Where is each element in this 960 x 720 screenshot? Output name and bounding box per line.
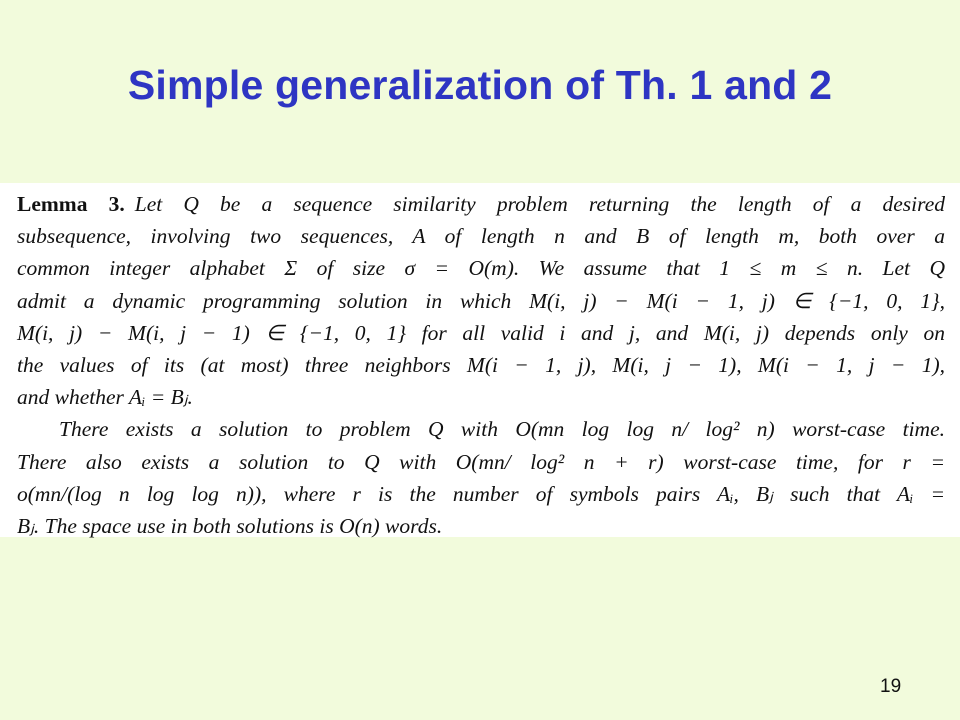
- lemma-line: the values of its (at most) three neighbors M(i − 1, j), M(i, j − 1), M(i − 1, j − 1),: [17, 353, 945, 378]
- lemma-line: [17, 188, 945, 220]
- lemma-label: Lemma 3.: [17, 192, 125, 216]
- lemma-line: admit a dynamic programming solution in which M(i, j) − M(i − 1, j) ∈ {−1, 0, 1},: [17, 288, 945, 313]
- lemma-line: There also exists a solution to Q with O(mn/ log² n + r) worst-case time, for r =: [17, 449, 945, 474]
- lemma-line: Bⱼ. The space use in both solutions is O(n) words.: [17, 514, 443, 539]
- lemma-line: subsequence, involving two sequences, A of length n and B of length m, both over a: [17, 224, 945, 249]
- lemma-line: o(mn/(log n log log n)), where r is the number of symbols pairs Aᵢ, Bⱼ such that Aᵢ =: [17, 481, 945, 506]
- lemma-line: and whether Aᵢ = Bⱼ.: [17, 385, 193, 410]
- lemma-line: common integer alphabet Σ of size σ = O(m). We assume that 1 ≤ m ≤ n. Let Q: [17, 256, 945, 281]
- lemma-text: [17, 188, 945, 542]
- page-number: 19: [880, 676, 902, 697]
- lemma-line: M(i, j) − M(i, j − 1) ∈ {−1, 0, 1} for all valid i and j, and M(i, j) depends only on: [17, 320, 945, 345]
- lemma-excerpt: [0, 183, 960, 537]
- lemma-line: There exists a solution to problem Q with O(mn log log n/ log² n) worst-case time.: [59, 417, 945, 442]
- lemma-line-text: Let Q be a sequence similarity problem returning the length of a desired: [134, 192, 946, 216]
- slide-title: Simple generalization of Th. 1 and 2: [127, 62, 833, 108]
